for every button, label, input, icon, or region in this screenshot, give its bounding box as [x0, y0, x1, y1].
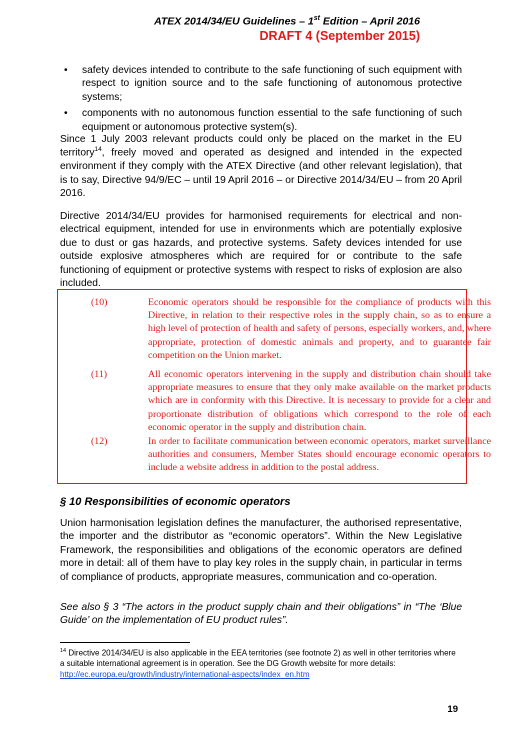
section-heading: § 10 Responsibilities of economic operators: [60, 496, 291, 508]
recital-number: (10): [91, 297, 108, 308]
bullet-list: [60, 64, 462, 137]
paragraph-economic-operators: Union harmonisation legislation defines the manufacturer, the authorised representative, the importer and the distributor as “economic operators”. Within the New Legislative Framework, the responsibilities and obligations of the economic operators are defined more in detail: all of them have to play key roles in the supply chain, in particular in terms of compliance of products, appropriate measures, communication and co-operation.: [60, 518, 462, 583]
header-title-sup: st: [313, 15, 321, 22]
recital-text: All economic operators intervening in the supply and distribution chain should take appropriate measures to ensure that they only make available on the market products which are in conformity with this Directive. It is necessary to provide for a clear and proportionate distribution of obligations which correspond to the role of each economic operator in the supply and distribution chain.: [148, 369, 491, 433]
footnote-14: [60, 648, 462, 681]
recital-11: [91, 368, 491, 434]
recitals-box: [57, 289, 491, 484]
footnote-text: Directive 2014/34/EU is also applicable in the EEA territories (see footnote 2) as well in other territories where a suitable international agreement is in operation. See the DG Growth website for more details:: [60, 648, 456, 669]
bullet-icon: •: [64, 65, 68, 76]
page-number: 19: [447, 704, 458, 715]
recital-12: [91, 435, 491, 475]
recital-number: (11): [91, 369, 108, 380]
footnote-link[interactable]: http://ec.europa.eu/growth/industry/international-aspects/index_en.htm: [60, 670, 310, 680]
bullet-item: [60, 107, 462, 134]
draft-label: DRAFT 4 (September 2015): [259, 29, 420, 43]
header-title-text-2: Edition – April 2016: [320, 15, 420, 28]
paragraph-text: Since 1 July 2003 relevant products could only be placed on the market in the EU territory: [60, 134, 462, 159]
paragraph-text: , freely moved and operated as designed and intended in the expected environment if they comply with the ATEX Directive (and other relevant legislation), that is to say, Directive 94/9/EC – until 19 April 2016 – or Directive 2014/34/EU – from 20 April 2016.: [60, 147, 462, 200]
bullet-icon: •: [64, 108, 68, 120]
recital-text: Economic operators should be responsible for the compliance of products with this Directive, in relation to their respective roles in the supply chain, so as to ensure a high level of protection of health and safety of persons, especially workers, and, where appropriate, protection of domestic animals and property, and to guarantee fair competition on the Union market.: [148, 297, 491, 361]
bullet-text: safety devices intended to contribute to the safe functioning of such equipment with respect to ignition source and to the safe functioning of autonomous protective systems;: [82, 65, 462, 103]
footnote-reference[interactable]: 14: [94, 146, 102, 154]
recital-10: [91, 296, 491, 362]
see-also-note: See also § 3 “The actors in the product supply chain and their obligations” in “The ‘Blue Guide’ on the implementation of EU product rules”.: [60, 602, 462, 627]
bullet-text: components with no autonomous function essential to the safe functioning of such equipment or autonomous protective system(s).: [82, 108, 462, 133]
bullet-item: [60, 64, 462, 104]
paragraph-directive-scope: Directive 2014/34/EU provides for harmonised requirements for electrical and non-electrical equipment, intended for use in environments which are potentially explosive due to dust or gas hazards, and protective systems. Safety devices intended for use outside explosive atmospheres which are required for or contribute to the safe functioning of equipment or protective systems with respect to risks of explosion are also included.: [60, 211, 462, 290]
recital-text: In order to facilitate communication between economic operators, market surveillance authorities and consumers, Member States should encourage economic operators to include a website address in addition to the postal address.: [148, 436, 491, 474]
paragraph-market-placement: [60, 133, 462, 201]
footnote-divider: [60, 642, 190, 643]
header-title-text: ATEX 2014/34/EU Guidelines – 1: [154, 15, 314, 28]
footnote-number: 14: [60, 648, 67, 654]
recital-number: (12): [91, 436, 108, 447]
